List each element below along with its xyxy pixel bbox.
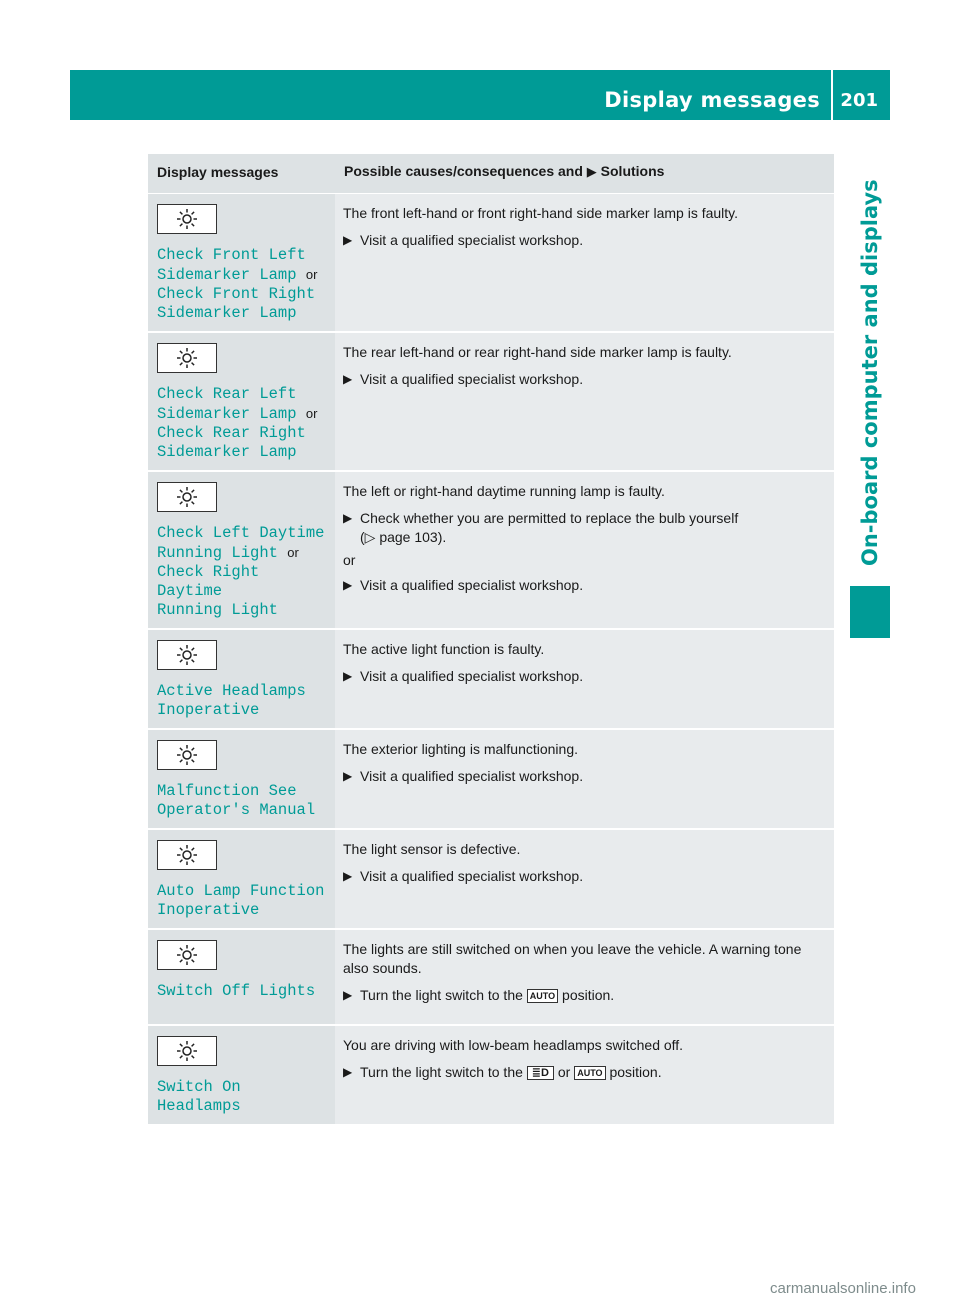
message-line: Check Rear Right [157,424,306,442]
message-cell [148,332,335,471]
message-line: Inoperative [157,701,260,719]
cause-text: The light sensor is defective. [343,841,521,857]
col-header-solutions-text: Solutions [600,163,665,179]
display-message-text [157,882,327,920]
step-arrow-icon: ▶ [343,988,353,1002]
cause-text: The rear left-hand or rear right-hand side marker lamp is faulty. [343,344,732,360]
table-row [148,471,834,629]
message-cell [148,929,335,1025]
message-line: Malfunction See [157,782,297,800]
or-separator: or [343,552,356,568]
solution-cell [335,194,834,333]
step-text: Visit a qualified specialist workshop. [360,577,584,593]
or-text: or [287,545,299,560]
light-bulb-icon [157,640,217,670]
display-message-text [157,1078,327,1116]
solution-step [343,370,826,389]
step-arrow-icon: ▶ [343,769,353,783]
or-text: or [557,1064,571,1080]
step-text: Visit a qualified specialist workshop. [360,668,584,684]
message-line: Check Front Left [157,246,306,264]
cause-text: The active light function is faulty. [343,641,545,657]
solution-step [343,867,826,886]
display-message-text [157,982,327,1001]
light-bulb-icon [157,740,217,770]
solution-cell [335,1025,834,1125]
step-text: Turn the light switch to the [360,987,523,1003]
step-arrow-icon: ▶ [343,511,353,525]
table-row [148,1025,834,1125]
auto-switch-icon: AUTO [527,989,558,1003]
side-tab-marker [850,586,890,638]
or-text: or [305,267,318,282]
message-line: Switch On Headlamps [157,1078,241,1115]
watermark: carmanualsonline.info [770,1280,916,1297]
solution-step [343,767,826,786]
message-line: Sidemarker Lamp [157,405,297,423]
solution-cell [335,729,834,829]
cause-text: The exterior lighting is malfunctioning. [343,741,579,757]
header-divider [831,70,833,120]
step-arrow-icon: ▶ [343,869,353,883]
solution-cell [335,332,834,471]
solution-cell [335,929,834,1025]
message-line: Switch Off Lights [157,982,316,1000]
page-number: 201 [840,90,878,111]
message-line: Auto Lamp Function [157,882,325,900]
solution-cell [335,829,834,929]
message-line: Operator's Manual [157,801,316,819]
message-line: Sidemarker Lamp [157,304,297,322]
solution-cell [335,629,834,729]
step-text: position. [609,1064,662,1080]
col-header-causes [335,154,834,194]
solution-arrow-icon: ▶ [586,164,597,179]
table-header-row [148,154,834,194]
auto-switch-icon: AUTO [574,1066,605,1080]
step-arrow-icon: ▶ [343,372,353,386]
message-cell [148,629,335,729]
message-line: Sidemarker Lamp [157,443,297,461]
message-cell [148,1025,335,1125]
step-arrow-icon: ▶ [343,1065,353,1079]
solution-step [343,1063,826,1082]
header-bar [70,70,890,120]
solution-cell [335,471,834,629]
solution-step [343,986,826,1005]
cause-text: The front left-hand or front right-hand side marker lamp is faulty. [343,205,739,221]
light-bulb-icon [157,1036,217,1066]
table-row [148,929,834,1025]
step-text: Check whether you are permitted to replace the bulb yourself [360,510,739,526]
light-bulb-icon [157,482,217,512]
light-bulb-icon [157,343,217,373]
step-arrow-icon: ▶ [343,669,353,683]
page-title: Display messages [604,88,820,112]
message-cell [148,471,335,629]
message-cell [148,829,335,929]
table-row [148,194,834,333]
table-row [148,729,834,829]
step-text: Visit a qualified specialist workshop. [360,232,584,248]
message-line: Check Front Right [157,285,316,303]
step-text: Visit a qualified specialist workshop. [360,371,584,387]
display-message-text [157,682,327,720]
display-messages-table [148,154,834,1126]
solution-step [343,231,826,250]
message-line: Running Light [157,601,278,619]
display-message-text [157,524,327,620]
message-line: Check Left Daytime [157,524,325,542]
message-line: Sidemarker Lamp [157,266,297,284]
light-bulb-icon [157,840,217,870]
light-bulb-icon [157,204,217,234]
message-line: Inoperative [157,901,260,919]
col-header-causes-text: Possible causes/consequences and [344,163,583,179]
display-message-text [157,246,327,323]
or-text: or [305,406,318,421]
message-cell [148,729,335,829]
table-row [148,829,834,929]
step-arrow-icon: ▶ [343,233,353,247]
step-text: position. [562,987,615,1003]
solution-step [343,576,826,595]
low-beam-icon: ≣D [527,1066,554,1080]
message-line: Running Light [157,544,278,562]
solution-step [343,509,826,547]
side-tab-label: On-board computer and displays [858,179,882,566]
step-text: Turn the light switch to the [360,1064,523,1080]
display-message-text [157,782,327,820]
message-line: Check Rear Left [157,385,297,403]
step-arrow-icon: ▶ [343,578,353,592]
cause-text: The left or right-hand daytime running lamp is faulty. [343,483,665,499]
message-cell [148,194,335,333]
table-row [148,629,834,729]
message-line: Active Headlamps [157,682,306,700]
cause-text: You are driving with low-beam headlamps switched off. [343,1037,684,1053]
table-row [148,332,834,471]
light-bulb-icon [157,940,217,970]
step-text: Visit a qualified specialist workshop. [360,868,584,884]
col-header-messages: Display messages [148,154,335,194]
page-reference[interactable]: (▷ page 103). [360,529,447,545]
step-text: Visit a qualified specialist workshop. [360,768,584,784]
message-line: Check Right Daytime [157,563,260,600]
display-message-text [157,385,327,462]
cause-text: The lights are still switched on when you leave the vehicle. A warning tone also sounds. [343,941,802,976]
solution-step [343,667,826,686]
